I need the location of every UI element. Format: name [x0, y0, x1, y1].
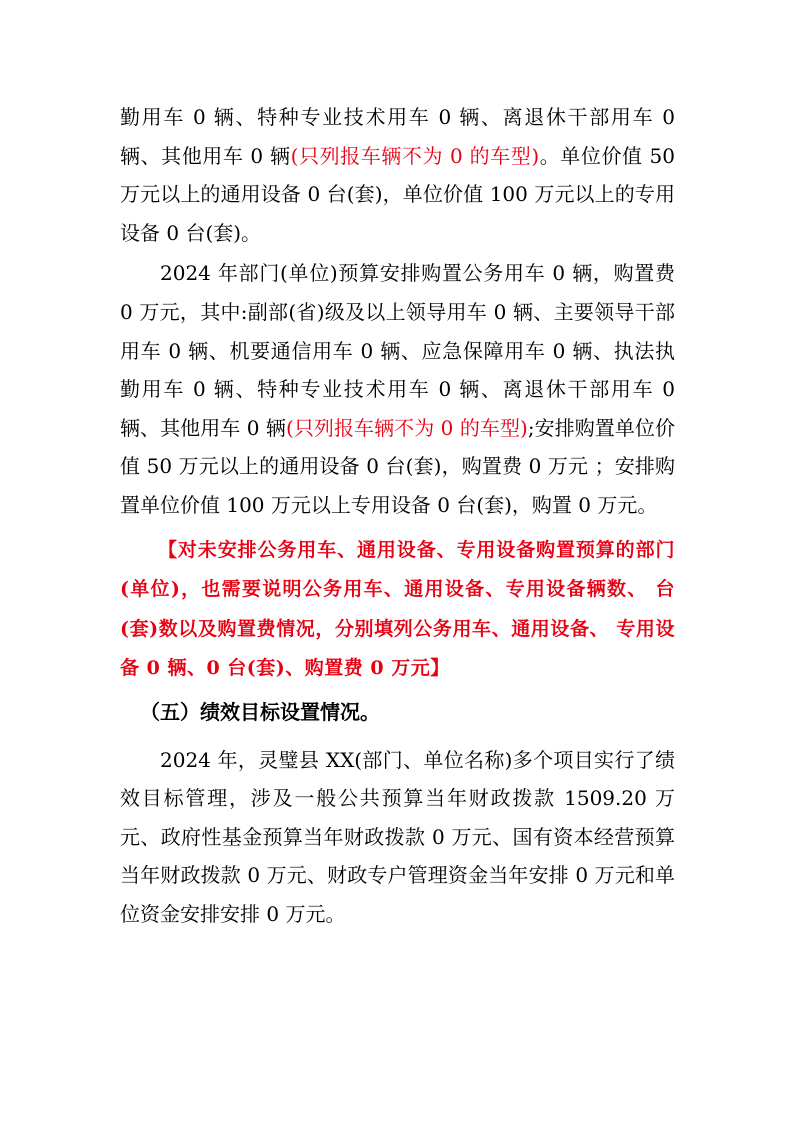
vehicle-summary-text-2: 。单位价值 50 万元以上的通用设备 0 台(套)，单位价值 100 万元以上的专用设备 0 台(套)。 — [120, 143, 675, 245]
performance-goals-paragraph: 2024 年，灵璧县 XX(部门、单位名称)多个项目实行了绩效目标管理，涉及一般公共预算当年财政拨款 1509.20 万元、政府性基金预算当年财政拨款 0 万元、国有资本经营预算当年财政拨款 0 万元、财政专户管理资金当年安排 0 万元和单位资金安排安排 0 万元。 — [120, 747, 675, 926]
vehicle-summary-text-1: 勤用车 0 辆、特种专业技术用车 0 辆、离退休干部用车 0 辆、其他用车 0 辆 — [120, 105, 675, 168]
vehicle-type-note-red: (只列报车辆不为 0 的车型) — [290, 143, 540, 168]
vehicle-summary-paragraph — [120, 98, 675, 252]
purchase-vehicle-type-note-red: (只列报车辆不为 0 的车型) — [285, 415, 528, 440]
instruction-note: 【对未安排公务用车、通用设备、专用设备购置预算的部门(单位)，也需要说明公务用车、通用设备、专用设备辆数、 台(套)数以及购置费情况，分别填列公务用车、通用设备、 专用设备 0 辆、0 台(套)、购置费 0 万元】 — [120, 538, 675, 680]
purchase-plan-paragraph — [120, 254, 675, 524]
section-heading-performance-goals: （五）绩效目标设置情况。 — [140, 699, 380, 724]
purchase-plan-text-2: ;安排购置单位价值 50 万元以上的通用设备 0 台(套)，购置费 0 万元 ；安排购置单位价值 100 万元以上专用设备 0 台(套)，购置 0 万元。 — [120, 415, 675, 517]
purchase-plan-text-1: 2024 年部门(单位)预算安排购置公务用车 0 辆，购置费 0 万元，其中:副部(省)级及以上领导用车 0 辆、主要领导干部用车 0 辆、机要通信用车 0 辆、应急保障用车 0 辆、执法执勤用车 0 辆、特种专业技术用车 0 辆、离退休干部用车 0 辆、其他用车 0 辆 — [120, 261, 675, 440]
